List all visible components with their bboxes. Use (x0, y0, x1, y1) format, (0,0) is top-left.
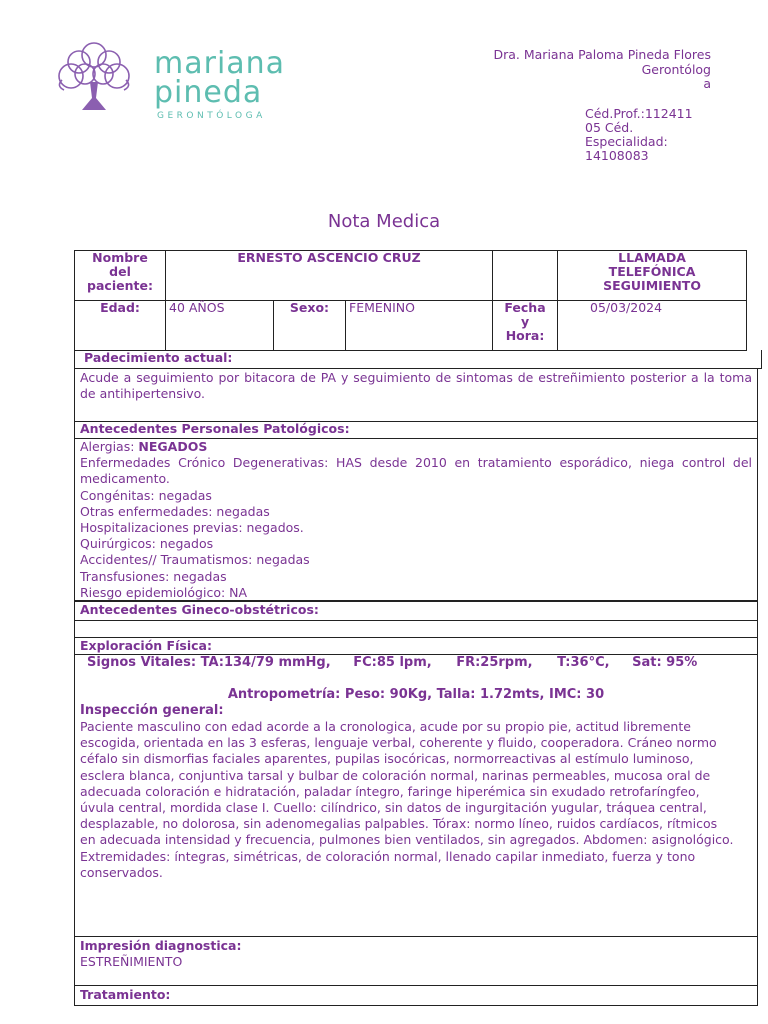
document-title: Nota Medica (327, 211, 441, 232)
congenitas-line: Congénitas: negadas (80, 487, 212, 503)
empty-cell (493, 251, 558, 301)
anthropometry: Antropometría: Peso: 90Kg, Talla: 1.72mts, IMC: 30 (227, 687, 605, 702)
inspection-text: Paciente masculino con edad acorde a la cronologica, acude por su propio pie, actitud libremente escogida, orientada en las 3 esferas, lenguaje verbal, coherente y fluido, cooperadora. Cráneo normo céfalo sin dismorfias faciales aparentes, pupilas isocóricas, normorreactivas al estímulo luminoso, esclera blanca, conjuntiva tarsal y bulbar de coloración normal, narinas permeables, mucosa oral de adecuada coloración e hidratación, paladar íntegro, faringe hiperémica sin exudado retrofaríngfeo, úvula central, mordida clase I. Cuello: cilíndrico, sin datos de ingurgitación yugular, tráquea central, desplazable, no dolorosa, sin adenomegalias palpables. Tórax: normo líneo, ruidos cardíacos, rítmicos en adecuada intensidad y frecuencia, pulmones bien ventilados, sin agregados. Abdomen: asignológico. Extremidades: íntegras, simétricas, de coloración normal, llenado capilar inmediato, fuerza y tono conservados. (80, 719, 734, 880)
padecimiento-label: Padecimiento actual: (74, 350, 762, 369)
impresion-section (74, 937, 758, 986)
tree-logo-icon (52, 38, 136, 112)
date-label: Fecha y Hora: (493, 301, 558, 351)
hospitalizaciones-line: Hospitalizaciones previas: negados. (80, 520, 304, 536)
cedula-line4: 14108083 (585, 148, 649, 163)
tratamiento-label: Tratamiento: (74, 986, 758, 1006)
cronicos-line: Enfermedades Crónico Degenerativas: HAS desde 2010 en tratamiento esporádico, niega control del medicamento. (80, 455, 752, 487)
impresion-label: Impresión diagnostica: (80, 938, 242, 953)
gineco-label: Antecedentes Gineco-obstétricos: (74, 601, 758, 621)
brand-name-line2: pineda (154, 75, 263, 110)
doctor-title-line2: a (703, 76, 711, 91)
exploracion-label: Exploración Física: (74, 638, 758, 655)
accidentes-line: Accidentes// Traumatismos: negadas (80, 552, 310, 568)
brand-subtitle: GERONTÓLOGA (157, 111, 266, 121)
padecimiento-text: Acude a seguimiento por bitacora de PA y seguimiento de sintomas de estreñimiento posterior a la toma de antihipertensivo. (74, 369, 758, 422)
brand-name-line1: mariana (154, 46, 286, 81)
app-label: Antecedentes Personales Patológicos: (74, 421, 758, 439)
cedula-line3: Especialidad: (585, 134, 668, 149)
otras-line: Otras enfermedades: negadas (80, 503, 270, 519)
consult-type: LLAMADA TELEFÓNICA SEGUIMIENTO (558, 251, 747, 301)
name-label: Nombre del paciente: (75, 251, 166, 301)
inspection-label: Inspección general: (80, 703, 224, 718)
patient-info-table (74, 250, 746, 351)
age-value: 40 AÑOS (166, 301, 274, 351)
cedula-line1: Céd.Prof.:112411 (585, 106, 693, 121)
sex-label: Sexo: (274, 301, 346, 351)
alergias-value: NEGADOS (138, 439, 208, 454)
transfusiones-line: Transfusiones: negadas (80, 568, 227, 584)
vital-signs: Signos Vitales: TA:134/79 mmHg, FC:85 lpm, FR:25rpm, T:36°C, Sat: 95% (87, 655, 698, 670)
quirurgicos-line: Quirúrgicos: negados (80, 536, 214, 552)
patient-name: ERNESTO ASCENCIO CRUZ (166, 251, 493, 301)
age-label: Edad: (75, 301, 166, 351)
doctor-title-line1: Gerontólog (641, 62, 711, 77)
alergias-line: Alergias: NEGADOS (80, 439, 208, 454)
date-value: 05/03/2024 (558, 301, 747, 351)
impresion-text: ESTREÑIMIENTO (80, 954, 183, 970)
cedula-line2: 05 Céd. (585, 120, 634, 135)
app-body (74, 439, 758, 601)
doctor-name: Dra. Mariana Paloma Pineda Flores (493, 47, 711, 62)
exploracion-body (74, 655, 758, 937)
riesgo-line: Riesgo epidemiológico: NA (80, 584, 248, 600)
sex-value: FEMENINO (346, 301, 493, 351)
gineco-body (74, 620, 758, 638)
